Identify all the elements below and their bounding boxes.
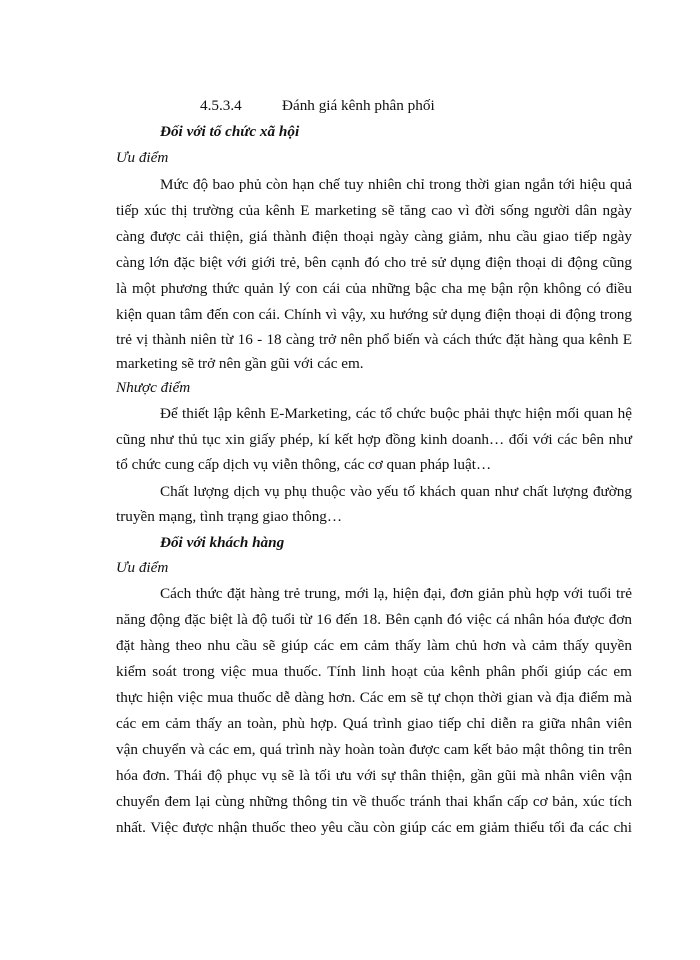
paragraph-line: thực hiện việc mua thuốc dễ dàng hơn. Các em sẽ tự chọn thời gian và địa điểm mà	[116, 689, 632, 706]
paragraph-line: Để thiết lập kênh E-Marketing, các tổ chức buộc phải thực hiện mối quan hệ	[160, 405, 632, 422]
paragraph-line: càng được cải thiện, giá thành điện thoại ngày càng giảm, nhu cầu giao tiếp ngày	[116, 228, 632, 245]
paragraph-line: nhất. Việc được nhận thuốc theo yêu cầu còn giúp các em giảm thiểu tối đa các chi	[116, 819, 632, 836]
section-title-customers: Đối với khách hàng	[160, 534, 285, 551]
paragraph-line: trẻ vị thành niên từ 16 - 18 càng trở nên phổ biến và cách thức đặt hàng qua kênh E	[116, 331, 632, 348]
label-advantages: Ưu điểm	[116, 559, 169, 576]
paragraph-line: càng lớn đặc biệt với giới trẻ, bên cạnh đó cho trẻ sử dụng điện thoại di động cũng	[116, 254, 632, 271]
paragraph-line: kiện quan tâm đến con cái. Chính vì vậy, xu hướng sử dụng điện thoại di động trong	[116, 306, 632, 323]
label-advantages: Ưu điểm	[116, 149, 169, 166]
paragraph-line: truyền mạng, tình trạng giao thông…	[116, 508, 343, 525]
paragraph-line: kiểm soát trong việc mua thuốc. Tính linh hoạt của kênh phân phối giúp các em	[116, 663, 632, 680]
paragraph-line: năng động đặc biệt là độ tuổi từ 16 đến 18. Bên cạnh đó việc cá nhân hóa được đơn	[116, 611, 632, 628]
heading-number: 4.5.3.4	[200, 97, 242, 114]
paragraph-line: chuyển đem lại cùng những thông tin về thuốc tránh thai khẩn cấp cơ bản, xúc tích	[116, 793, 632, 810]
paragraph-line: tiếp xúc thị trường của kênh E marketing sẽ tăng cao vì đời sống người dân ngày	[116, 202, 632, 219]
paragraph-line: Mức độ bao phủ còn hạn chế tuy nhiên chỉ trong thời gian ngắn tới hiệu quả	[160, 176, 632, 193]
paragraph-line: là một phương thức quản lý con cái của những bậc cha mẹ bận rộn không có điều	[116, 280, 632, 297]
paragraph-line: đặt hàng theo nhu cầu sẽ giúp các em cảm thấy làm chủ hơn và cảm thấy quyền	[116, 637, 632, 654]
paragraph-line: Chất lượng dịch vụ phụ thuộc vào yếu tố khách quan như chất lượng đường	[160, 483, 632, 500]
heading-title: Đánh giá kênh phân phối	[282, 97, 435, 114]
label-disadvantages: Nhược điểm	[116, 379, 191, 396]
paragraph-line: cũng như thủ tục xin giấy phép, kí kết hợp đồng kinh doanh… đối với các bên như	[116, 431, 632, 448]
paragraph-line: các em cảm thấy an toàn, phù hợp. Quá trình giao tiếp chỉ diễn ra giữa nhân viên	[116, 715, 632, 732]
paragraph-line: marketing sẽ trở nên gần gũi với các em.	[116, 355, 364, 372]
paragraph-line: hóa đơn. Thái độ phục vụ sẽ là tối ưu với sự thân thiện, gần gũi mà nhân viên vận	[116, 767, 632, 784]
section-title-social-org: Đối với tổ chức xã hội	[160, 123, 300, 140]
paragraph-line: tổ chức cung cấp dịch vụ viễn thông, các cơ quan pháp luật…	[116, 456, 492, 473]
paragraph-line: Cách thức đặt hàng trẻ trung, mới lạ, hiện đại, đơn giản phù hợp với tuổi trẻ	[160, 585, 632, 602]
paragraph-line: vận chuyển và các em, quá trình này hoàn toàn được cam kết bảo mật thông tin trên	[116, 741, 632, 758]
